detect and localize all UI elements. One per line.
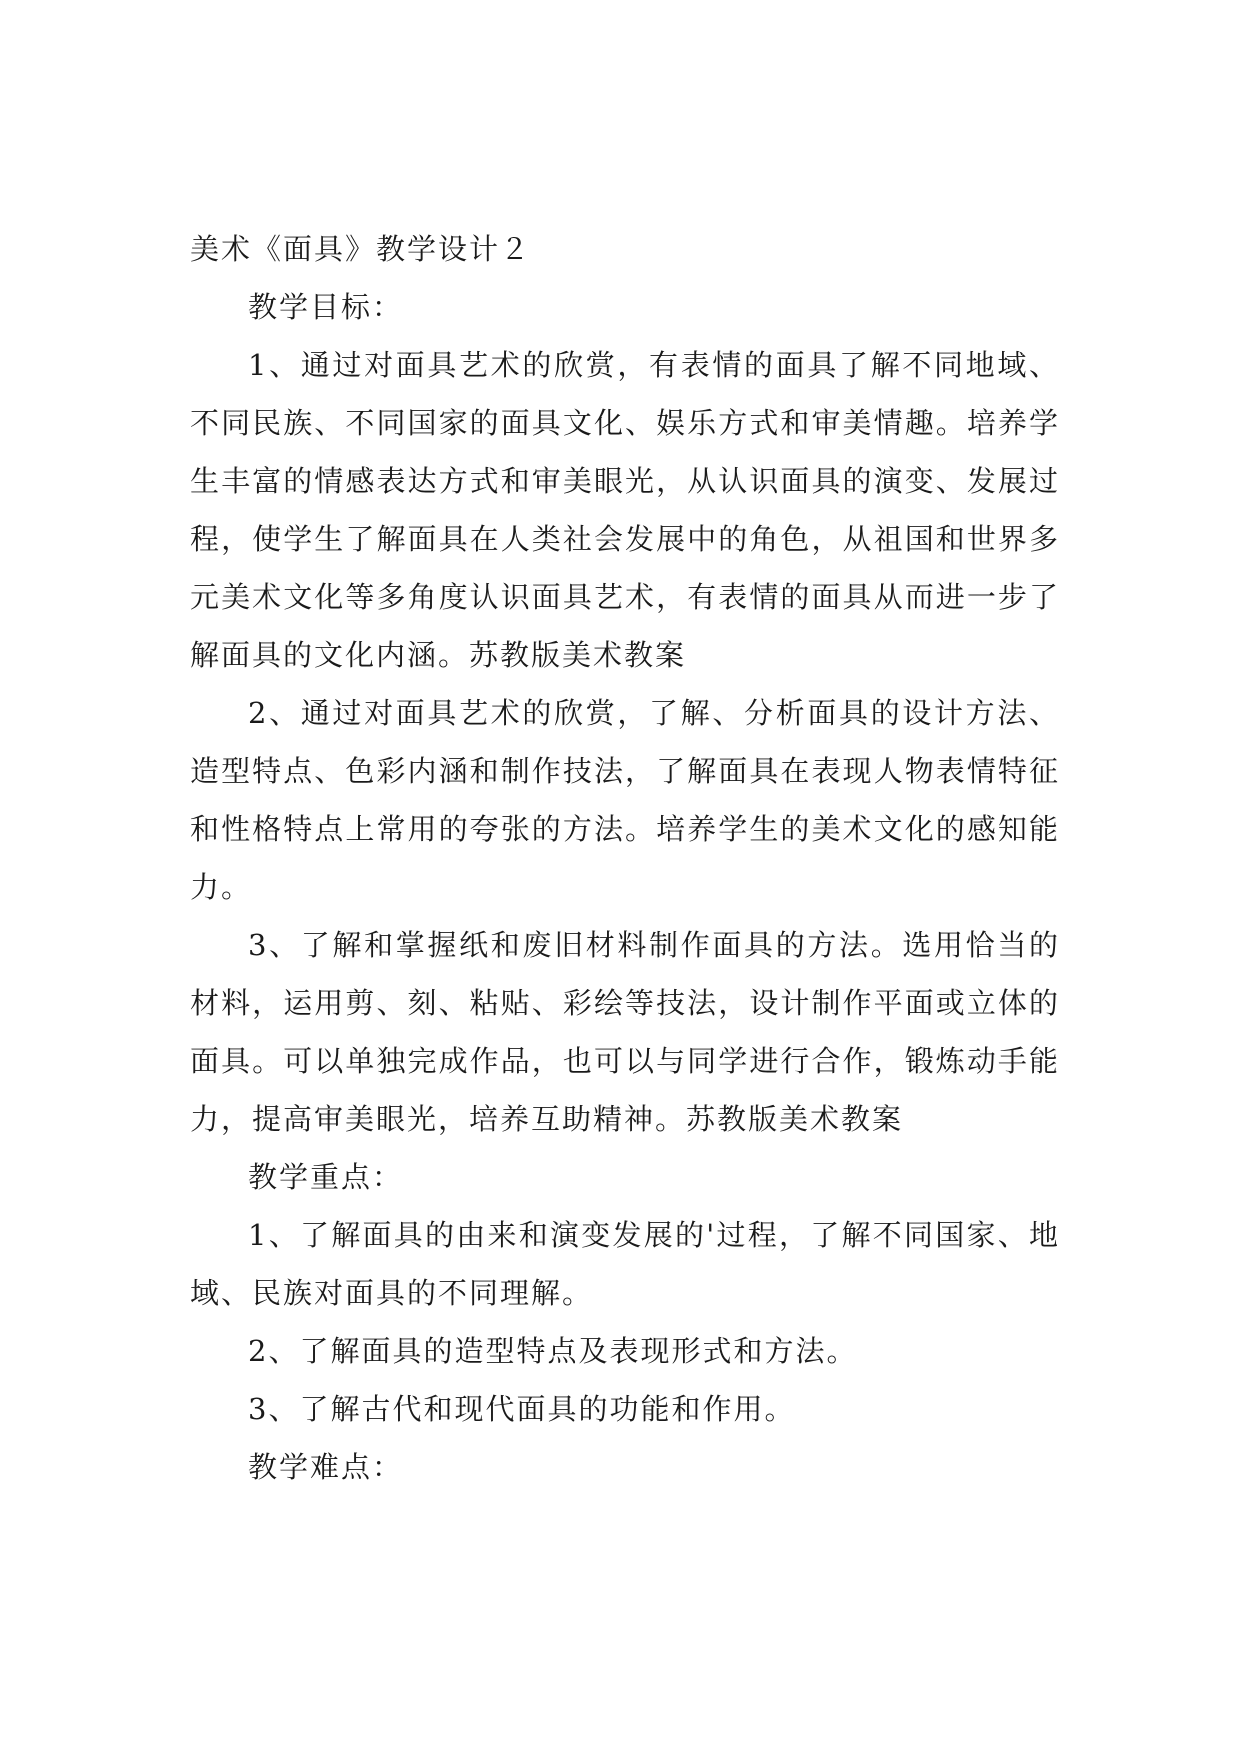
paragraph-objective-3: 3、了解和掌握纸和废旧材料制作面具的方法。选用恰当的材料，运用剪、刻、粘贴、彩绘等技法，设计制作平面或立体的面具。可以单独完成作品，也可以与同学进行合作，锻炼动手能力，提高审美眼光，培养互助精神。苏教版美术教案 xyxy=(190,928,1060,1136)
paragraph-key-point-3: 3、了解古代和现代面具的功能和作用。 xyxy=(248,1392,796,1426)
section-heading-objectives: 教学目标： xyxy=(248,290,404,324)
paragraph-key-point-1: 1、了解面具的由来和演变发展的'过程，了解不同国家、地域、民族对面具的不同理解。 xyxy=(190,1218,1060,1310)
section-heading-difficulties: 教学难点： xyxy=(248,1450,404,1484)
paragraph-objective-1: 1、通过对面具艺术的欣赏，有表情的面具了解不同地域、不同民族、不同国家的面具文化、娱乐方式和审美情趣。培养学生丰富的情感表达方式和审美眼光，从认识面具的演变、发展过程，使学生了解面具在人类社会发展中的角色，从祖国和世界多元美术文化等多角度认识面具艺术，有表情的面具从而进一步了解面具的文化内涵。苏教版美术教案 xyxy=(190,348,1060,672)
document-title: 美术《面具》教学设计２ xyxy=(190,232,532,266)
paragraph-key-point-2: 2、了解面具的造型特点及表现形式和方法。 xyxy=(248,1334,858,1368)
document-body xyxy=(190,220,1060,1496)
paragraph-objective-2: 2、通过对面具艺术的欣赏，了解、分析面具的设计方法、造型特点、色彩内涵和制作技法，了解面具在表现人物表情特征和性格特点上常用的夸张的方法。培养学生的美术文化的感知能力。 xyxy=(190,696,1060,904)
section-heading-key-points: 教学重点： xyxy=(248,1160,404,1194)
